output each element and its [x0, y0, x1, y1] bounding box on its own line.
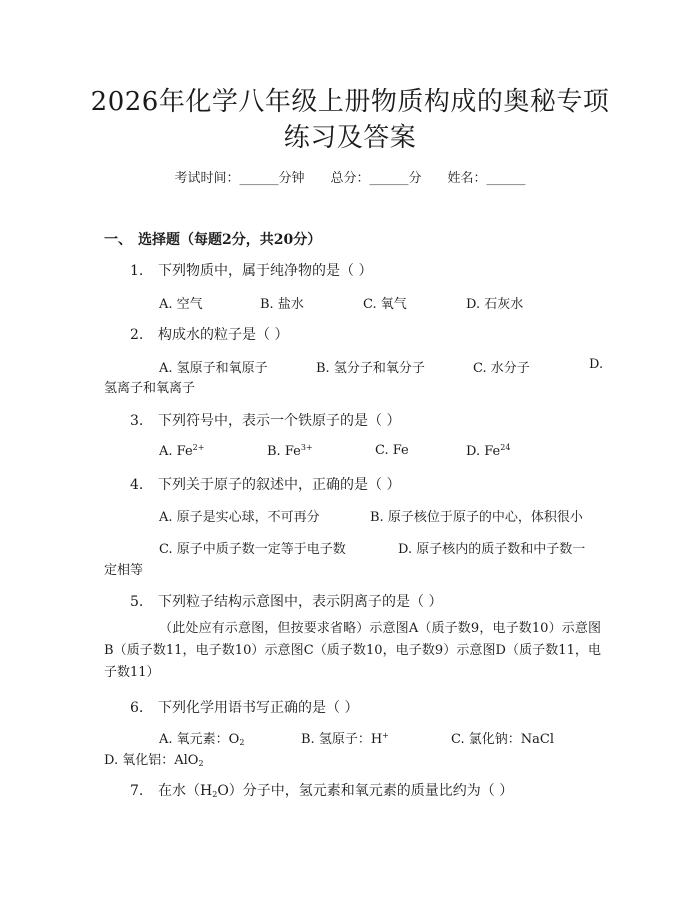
question-7 — [130, 780, 513, 800]
option-b: B. 氢原子：H+ — [301, 731, 389, 747]
option-c: C. 氧气 — [363, 297, 407, 312]
option-b: B. 盐水 — [260, 297, 304, 312]
total-score: 总分：______分 — [330, 171, 422, 186]
question-text: 下列物质中，属于纯净物的是（ ） — [158, 263, 373, 279]
option-a: A. 空气 — [159, 297, 203, 312]
question-text: 下列化学用语书写正确的是（ ） — [158, 700, 359, 716]
option-d: D. — [589, 357, 604, 372]
question-text: 在水$(H_2O)$分子中，氢元素和氧元素的质量比约为（ ） — [158, 783, 514, 799]
page-title-line2: 练习及答案 — [283, 123, 417, 153]
option-c: C. 水分子 — [473, 361, 530, 376]
option-d-text: 氢离子和氧离子 — [104, 381, 196, 396]
question-number: 1. — [130, 263, 144, 279]
question-text: 下列粒子结构示意图中，表示阴离子的是（ ） — [158, 594, 443, 610]
option-c: C. Fe — [375, 443, 409, 458]
question-number: 5. — [130, 594, 144, 610]
option-a: A. 氧元素：$O_2$ — [159, 732, 245, 747]
option-d: D. 石灰水 — [466, 297, 524, 312]
page-title-line1: 2026年化学八年级上册物质构成的奥秘专项 — [90, 87, 610, 117]
question-3 — [130, 410, 400, 430]
question-4 — [130, 474, 400, 494]
question-5 — [130, 591, 442, 611]
option-c: C. 原子中质子数一定等于电子数 — [159, 542, 346, 557]
option-c: C. 氯化钠：NaCl — [451, 732, 554, 747]
option-a: A. 原子是实心球，不可再分 — [159, 510, 320, 525]
option-d: D. 原子核内的质子数和中子数一 — [398, 542, 586, 557]
option-b: B. 原子核位于原子的中心，体积很小 — [370, 510, 583, 525]
question-number: 3. — [130, 413, 144, 429]
option-b: B. $Fe^{3+}$ — [267, 443, 313, 459]
exam-meta — [0, 167, 700, 186]
question-6 — [130, 697, 358, 717]
section-number: 一、 — [104, 232, 132, 248]
section-heading — [104, 229, 321, 249]
option-d: D. Fe$^{24}$ — [466, 443, 511, 459]
student-name: 姓名：______ — [447, 171, 526, 186]
option-d-text: 定相等 — [104, 563, 144, 578]
question-1 — [130, 260, 372, 280]
question-number: 6. — [130, 700, 144, 716]
question-text: 下列关于原子的叙述中，正确的是（ ） — [158, 477, 401, 493]
question-2 — [130, 324, 288, 344]
section-title: 选择题（每题2分，共20分） — [138, 232, 322, 248]
option-d: D. 氧化铝：AlO$_2$ — [104, 753, 204, 768]
option-b: B. 氢分子和氧分子 — [316, 361, 425, 376]
question-text: 构成水的粒子是（ ） — [158, 327, 289, 343]
question-text: 下列符号中，表示一个铁原子的是（ ） — [158, 413, 401, 429]
option-a: A. 氢原子和氧原子 — [159, 361, 268, 376]
option-a: A. $Fe^{2+}$ — [159, 443, 205, 459]
question-number: 4. — [130, 477, 144, 493]
question-number: 2. — [130, 327, 144, 343]
question-5-note — [104, 618, 601, 684]
diagram-note: （此处应有示意图，但按要求省略）示意图A（质子数9，电子数10）示意图B（质子数11，电子数10）示意图C（质子数10，电子数9）示意图D（质子数11，电子数11） — [104, 621, 601, 680]
question-number: 7. — [130, 783, 144, 799]
exam-time: 考试时间：______分钟 — [174, 171, 305, 186]
